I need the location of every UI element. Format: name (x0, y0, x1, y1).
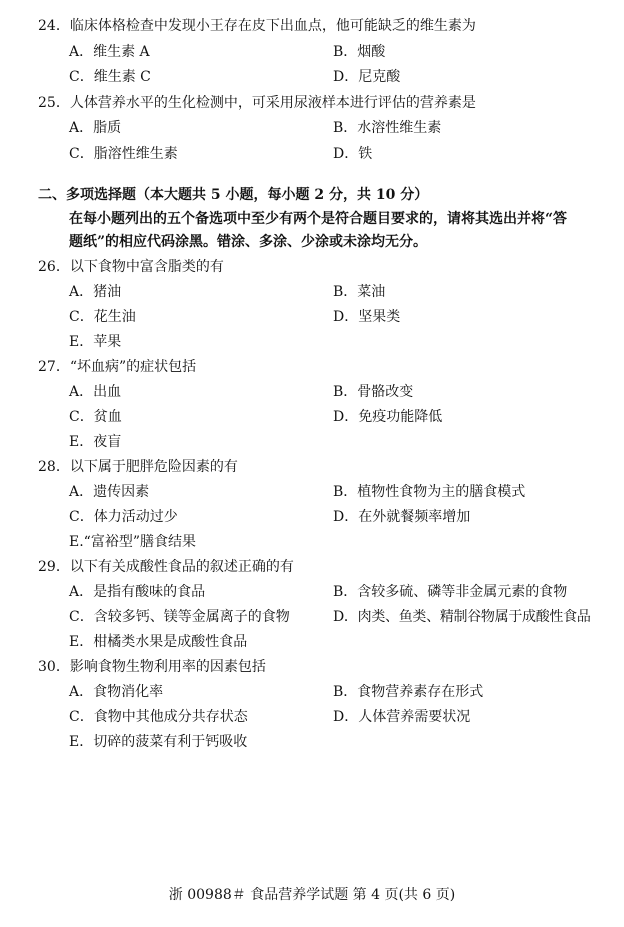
option-c: C．维生素 C (69, 69, 151, 85)
option-e: E.“富裕型”膳食结果 (69, 534, 196, 550)
section-instructions: 在每小题列出的五个备选项中至少有两个是符合题目要求的，请将其选出并将“答 (69, 211, 568, 227)
option-b: B．烟酸 (333, 44, 386, 60)
option-b: B．菜油 (333, 284, 386, 300)
option-b: B．骨骼改变 (333, 384, 414, 400)
option-a: A．遗传因素 (69, 484, 150, 500)
option-b: B．植物性食物为主的膳食模式 (333, 484, 526, 500)
option-d: D．铁 (333, 146, 373, 162)
page-footer: 浙 00988＃ 食品营养学试题 第 4 页(共 6 页) (168, 887, 456, 903)
option-a: A．是指有酸味的食品 (69, 584, 206, 600)
section-title: 二、多项选择题（本大题共 5 小题，每小题 2 分，共 10 分） (38, 187, 429, 203)
question-stem: 25．人体营养水平的生化检测中，可采用尿液样本进行评估的营养素是 (38, 95, 476, 111)
option-a: A．食物消化率 (69, 684, 164, 700)
section-instructions: 题纸”的相应代码涂黑。错涂、多涂、少涂或未涂均无分。 (69, 234, 428, 250)
question-stem: 27．“坏血病”的症状包括 (38, 359, 197, 375)
option-c: C．体力活动过少 (69, 509, 178, 525)
option-e: E．柑橘类水果是成酸性食品 (69, 634, 248, 650)
question-stem: 26．以下食物中富含脂类的有 (38, 259, 224, 275)
option-e: E．切碎的菠菜有利于钙吸收 (69, 734, 248, 750)
option-c: C．脂溶性维生素 (69, 146, 178, 162)
option-c: C．含较多钙、镁等金属离子的食物 (69, 609, 290, 625)
option-b: B．含较多硫、磷等非金属元素的食物 (333, 584, 568, 600)
option-c: C．贫血 (69, 409, 122, 425)
option-b: B．水溶性维生素 (333, 120, 442, 136)
question-stem: 30．影响食物生物利用率的因素包括 (38, 659, 266, 675)
option-d: D．坚果类 (333, 309, 401, 325)
option-a: A．猪油 (69, 284, 122, 300)
option-e: E．苹果 (69, 334, 122, 350)
option-a: A．维生素 A (69, 44, 150, 60)
option-d: D．人体营养需要状况 (333, 709, 471, 725)
option-c: C．花生油 (69, 309, 136, 325)
option-d: D．免疫功能降低 (333, 409, 443, 425)
option-c: C．食物中其他成分共存状态 (69, 709, 248, 725)
option-d: D．尼克酸 (333, 69, 401, 85)
option-d: D．肉类、鱼类、精制谷物属于成酸性食品 (333, 609, 591, 625)
option-b: B．食物营养素存在形式 (333, 684, 484, 700)
option-a: A．脂质 (69, 120, 122, 136)
question-stem: 24．临床体格检查中发现小王存在皮下出血点，他可能缺乏的维生素为 (38, 18, 476, 34)
option-a: A．出血 (69, 384, 122, 400)
option-e: E．夜盲 (69, 434, 122, 450)
question-stem: 28．以下属于肥胖危险因素的有 (38, 459, 238, 475)
option-d: D．在外就餐频率增加 (333, 509, 471, 525)
question-stem: 29．以下有关成酸性食品的叙述正确的有 (38, 559, 294, 575)
